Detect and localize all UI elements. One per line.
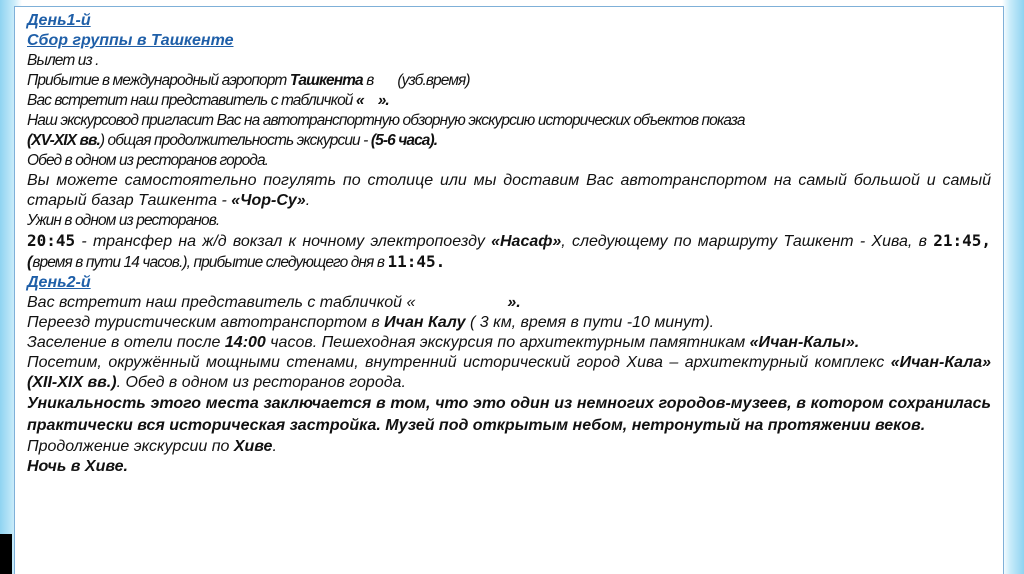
day2-transfer: Переезд туристическим автотранспортом в Ичан Калу ( 3 км, время в пути -10 минут). [27, 314, 715, 331]
day1-duration: (XV-XIX вв.) общая продолжительность экскурсии - (5-6 часа). [27, 132, 438, 149]
day1-train: 20:45 - трансфер на ж/д вокзал к ночному электропоезду «Насаф», следующему по маршруту Ташкент - Хива, в 21:45, (время в пути 14 часов.), прибытие следующего дня в 11:45. [27, 231, 991, 271]
day1-heading: День1-й [27, 12, 91, 29]
day2-unique: Уникальность этого места заключается в том, что это один из немногих городов-музеев, в котором сохранилась практически вся историческая застройка. Музей под открытым небом, нетронутый на протяжении веков. [27, 395, 991, 434]
day2-meeting: Вас встретит наш представитель с табличкой « ». [27, 294, 521, 311]
day1-lunch: Обед в одном из ресторанов города. [27, 152, 269, 169]
day1-dinner: Ужин в одном из ресторанов. [27, 212, 220, 229]
corner-mark [0, 534, 12, 574]
day1-arrival: Прибытие в международный аэропорт Ташкента в (узб.время) [27, 72, 470, 89]
day1-meeting: Вас встретит наш представитель с табличкой « ». [27, 92, 389, 109]
day2-heading: День2-й [27, 274, 91, 291]
day2-visit: Посетим, окружённый мощными стенами, внутренний исторический город Хива – архитектурный комплекс «Ичан-Кала» (XII-XIX вв.). Обед в одном из ресторанов города. [27, 354, 991, 391]
itinerary-page [14, 6, 1004, 574]
day1-subheading: Сбор группы в Ташкенте [27, 32, 234, 49]
day2-continue: Продолжение экскурсии по Хиве. [27, 438, 277, 455]
day1-departure: Вылет из . [27, 52, 99, 69]
day1-bazaar: Вы можете самостоятельно погулять по столице или мы доставим Вас автотранспортом на самый большой и самый старый базар Ташкента - «Чор-Су». [27, 172, 991, 209]
day1-guide: Наш экскурсовод пригласит Вас на автотранспортную обзорную экскурсию исторических объектов показа [27, 112, 745, 129]
day2-checkin: Заселение в отели после 14:00 часов. Пешеходная экскурсия по архитектурным памятникам «Ичан-Калы». [27, 334, 860, 351]
day2-night: Ночь в Хиве. [27, 458, 128, 475]
